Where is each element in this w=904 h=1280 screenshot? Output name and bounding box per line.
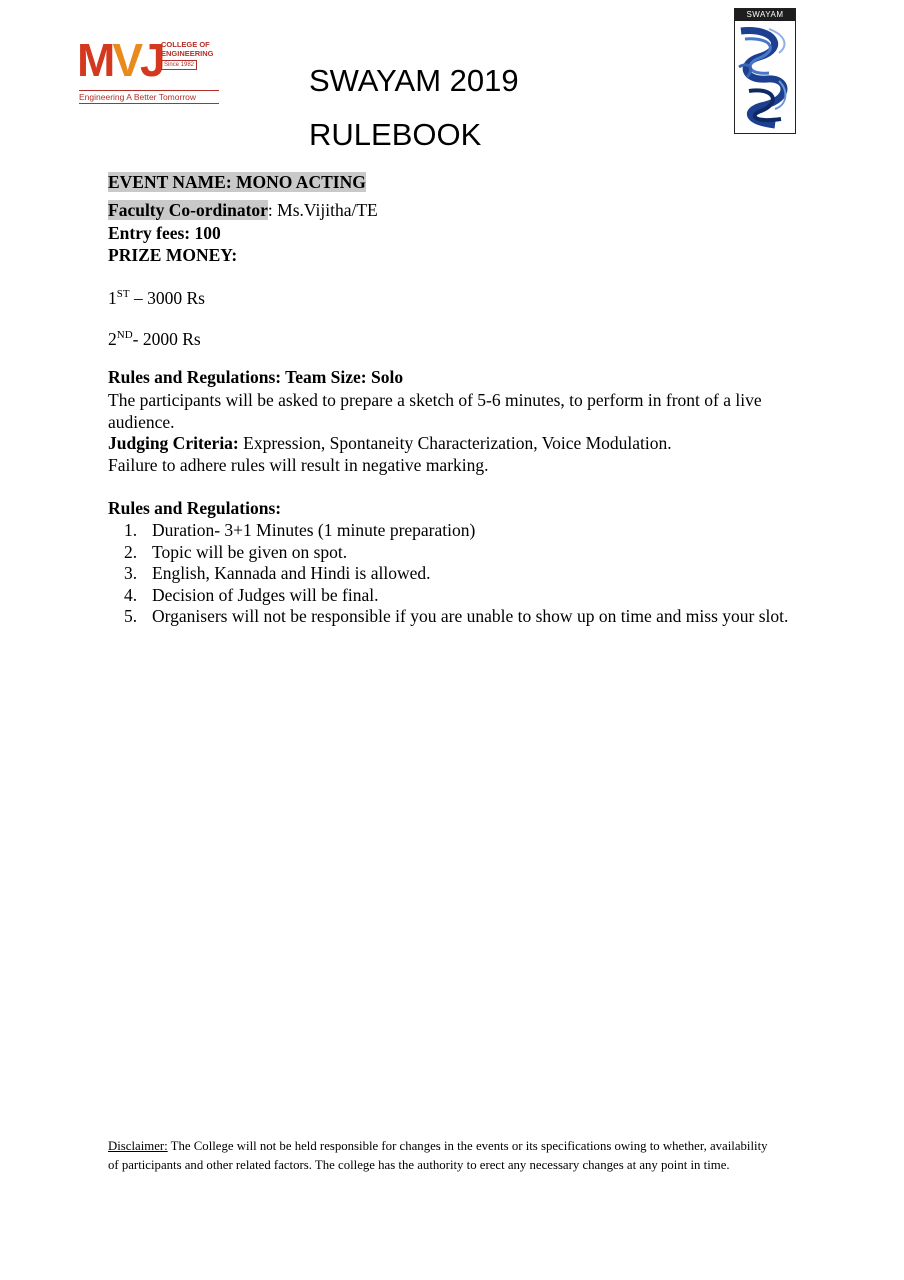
- mvj-logo-college-text: COLLEGE OF ENGINEERING: [161, 40, 214, 58]
- rule-item: 1. Duration- 3+1 Minutes (1 minute preparation): [124, 520, 476, 540]
- rules-team-size-heading: Rules and Regulations: Team Size: Solo: [108, 367, 404, 387]
- entry-fees: Entry fees: 100: [108, 223, 221, 243]
- prize-money-label: PRIZE MONEY:: [108, 245, 238, 265]
- rule-item: 2. Topic will be given on spot.: [124, 541, 348, 562]
- rule-item: 3. English, Kannada and Hindi is allowed.: [124, 563, 431, 583]
- prize-first: 1ST – 3000 Rs: [108, 288, 205, 308]
- mvj-logo-letters: MVJ: [77, 34, 163, 86]
- prize-second: 2ND- 2000 Rs: [108, 329, 201, 349]
- event-name: EVENT NAME: MONO ACTING: [108, 172, 366, 192]
- mvj-logo-since: Since 1982: [161, 60, 197, 70]
- disclaimer-text: The College will not be held responsible for changes in the events or its specifications owing to whether, availability of participants and other related factors. The college has the authority to erect any necessary changes at any point in time.: [108, 1139, 768, 1172]
- judging-criteria: Judging Criteria: Expression, Spontaneity Characterization, Voice Modulation.: [108, 433, 672, 453]
- faculty-coordinator: Faculty Co-ordinator: Ms.Vijitha/TE: [108, 200, 378, 220]
- swayam-logo-label: SWAYAM: [735, 9, 795, 21]
- swayam-logo: [734, 8, 796, 134]
- disclaimer-label: Disclaimer:: [108, 1139, 168, 1153]
- rules-description: The participants will be asked to prepare a sketch of 5-6 minutes, to perform in front of a live audience.: [108, 390, 762, 432]
- rule-item: 4. Decision of Judges will be final.: [124, 584, 379, 605]
- swayam-swirl-icon: [735, 21, 795, 133]
- rules-heading: Rules and Regulations:: [108, 498, 282, 518]
- mvj-logo-tagline: Engineering A Better Tomorrow: [79, 90, 219, 104]
- rule-item: 5. Organisers will not be responsible if you are unable to show up on time and miss your slot.: [124, 606, 789, 626]
- title-line-swayam: SWAYAM 2019: [309, 63, 519, 98]
- failure-note: Failure to adhere rules will result in negative marking.: [108, 455, 489, 475]
- mvj-college-logo: [77, 34, 223, 106]
- page-title: [309, 54, 519, 162]
- title-line-rulebook: RULEBOOK: [309, 117, 482, 152]
- rules-list: [108, 520, 798, 628]
- disclaimer: [108, 1137, 768, 1174]
